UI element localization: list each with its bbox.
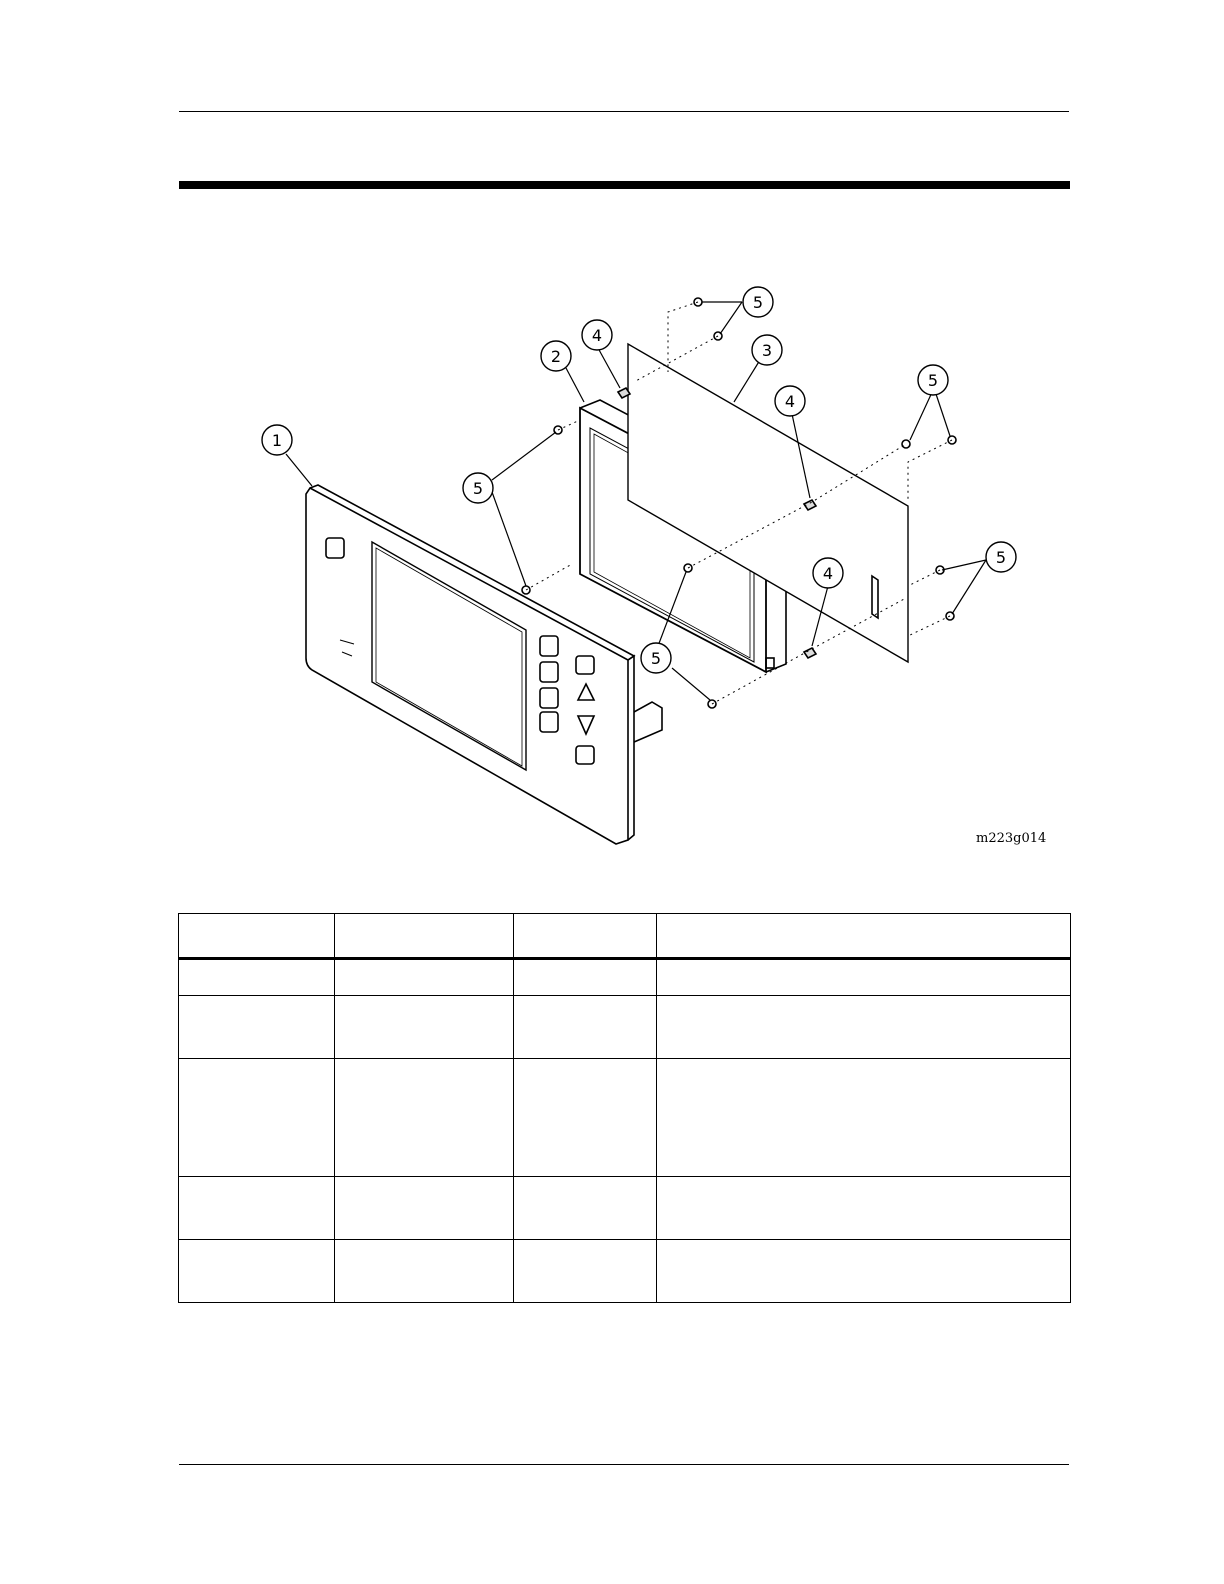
- table-row: [179, 1177, 1071, 1240]
- callout-3: 3: [761, 341, 773, 360]
- callout-5-left: 5: [472, 479, 484, 498]
- table-row: [179, 1240, 1071, 1303]
- table-cell: [335, 1059, 514, 1177]
- table-cell: [657, 1059, 1071, 1177]
- table-header-cell: [514, 914, 657, 959]
- table-header-cell: [657, 914, 1071, 959]
- table-cell: [335, 1177, 514, 1240]
- table-header-cell: [335, 914, 514, 959]
- callout-5-right-top: 5: [927, 371, 939, 390]
- callout-5-bottom: 5: [650, 649, 662, 668]
- figure-id: m223g014: [976, 831, 1047, 846]
- table-cell: [514, 996, 657, 1059]
- table-row: [179, 996, 1071, 1059]
- callout-4-middle: 4: [784, 392, 796, 411]
- header-rule: [179, 111, 1069, 112]
- callout-2: 2: [550, 347, 562, 366]
- table-cell: [335, 1240, 514, 1303]
- section-heavy-rule: [179, 181, 1070, 189]
- table-cell: [657, 1240, 1071, 1303]
- table-cell: [335, 996, 514, 1059]
- table-cell: [514, 959, 657, 996]
- table-header-cell: [179, 914, 335, 959]
- callout-4-bottom: 4: [822, 564, 834, 583]
- table-row: [179, 959, 1071, 996]
- table-cell: [179, 1177, 335, 1240]
- callout-5-top: 5: [752, 293, 764, 312]
- table-cell: [179, 959, 335, 996]
- callout-4-top: 4: [591, 326, 603, 345]
- parts-table: [178, 913, 1071, 1303]
- table-cell: [657, 959, 1071, 996]
- table-cell: [335, 959, 514, 996]
- table-header-row: [179, 914, 1071, 959]
- table-cell: [657, 996, 1071, 1059]
- table-cell: [179, 1059, 335, 1177]
- table-cell: [179, 1240, 335, 1303]
- footer-rule: [179, 1464, 1069, 1465]
- exploded-view-figure: [200, 280, 1080, 860]
- callout-1: 1: [271, 431, 283, 450]
- table-cell: [179, 996, 335, 1059]
- callout-5-right-bottom: 5: [995, 548, 1007, 567]
- table-cell: [514, 1059, 657, 1177]
- table-cell: [514, 1177, 657, 1240]
- table-cell: [657, 1177, 1071, 1240]
- table-row: [179, 1059, 1071, 1177]
- exploded-view-drawing: [200, 280, 1080, 860]
- table-cell: [514, 1240, 657, 1303]
